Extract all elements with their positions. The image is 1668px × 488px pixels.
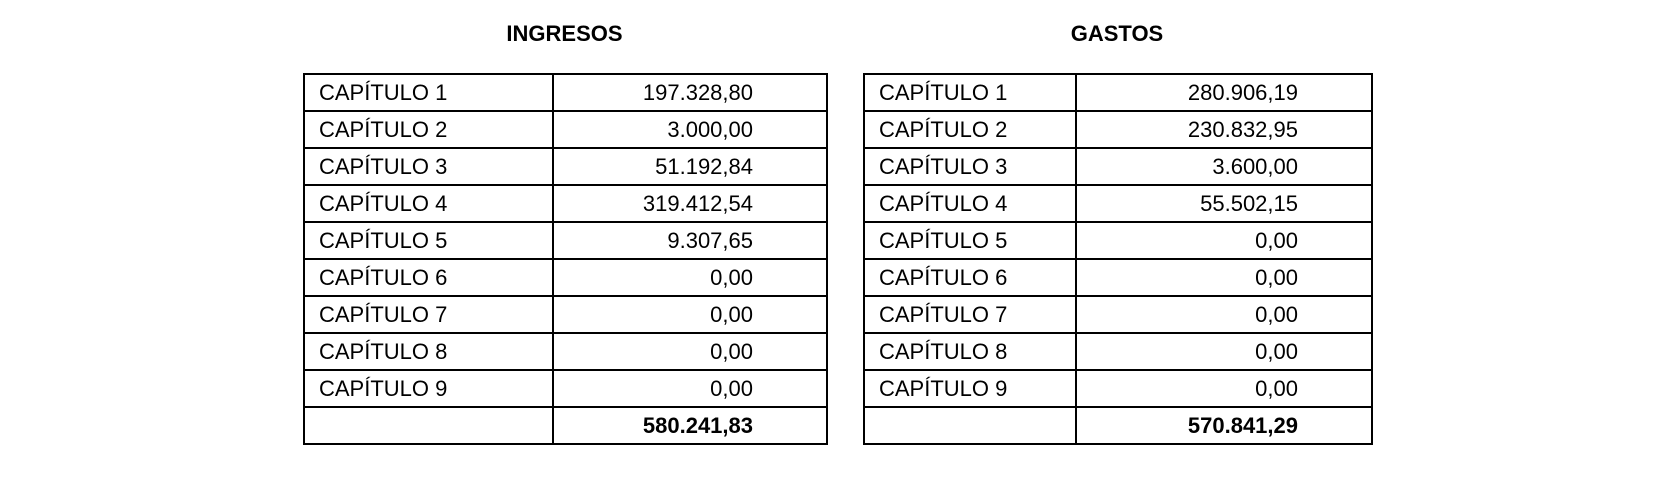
total-row <box>864 407 1372 444</box>
gastos-table <box>863 73 1373 445</box>
table-row <box>864 185 1372 222</box>
chapter-label: CAPÍTULO 4 <box>304 185 553 222</box>
chapter-label: CAPÍTULO 6 <box>304 259 553 296</box>
chapter-label: CAPÍTULO 6 <box>864 259 1076 296</box>
table-row <box>864 148 1372 185</box>
chapter-amount: 3.600,00 <box>1076 148 1372 185</box>
total-amount: 580.241,83 <box>553 407 827 444</box>
chapter-label: CAPÍTULO 5 <box>304 222 553 259</box>
chapter-label: CAPÍTULO 3 <box>304 148 553 185</box>
table-row <box>864 259 1372 296</box>
chapter-amount: 0,00 <box>553 296 827 333</box>
chapter-amount: 0,00 <box>1076 222 1372 259</box>
chapter-amount: 9.307,65 <box>553 222 827 259</box>
chapter-amount: 0,00 <box>1076 259 1372 296</box>
table-row <box>304 222 827 259</box>
ingresos-title: INGRESOS <box>506 21 623 46</box>
table-row <box>304 185 827 222</box>
chapter-amount: 319.412,54 <box>553 185 827 222</box>
chapter-label: CAPÍTULO 1 <box>864 74 1076 111</box>
gastos-title: GASTOS <box>1070 21 1164 46</box>
chapter-amount: 197.328,80 <box>553 74 827 111</box>
chapter-label: CAPÍTULO 8 <box>304 333 553 370</box>
chapter-label: CAPÍTULO 7 <box>864 296 1076 333</box>
table-row <box>864 74 1372 111</box>
table-row <box>304 148 827 185</box>
total-row <box>304 407 827 444</box>
chapter-label: CAPÍTULO 9 <box>304 370 553 407</box>
table-row <box>304 74 827 111</box>
chapter-amount: 3.000,00 <box>553 111 827 148</box>
table-row <box>304 333 827 370</box>
chapter-label: CAPÍTULO 9 <box>864 370 1076 407</box>
table-row <box>304 259 827 296</box>
chapter-amount: 0,00 <box>1076 333 1372 370</box>
chapter-label: CAPÍTULO 2 <box>864 111 1076 148</box>
table-row <box>864 296 1372 333</box>
chapter-amount: 280.906,19 <box>1076 74 1372 111</box>
table-row <box>304 111 827 148</box>
chapter-label: CAPÍTULO 8 <box>864 333 1076 370</box>
table-row <box>864 370 1372 407</box>
total-amount: 570.841,29 <box>1076 407 1372 444</box>
ingresos-table <box>303 73 828 445</box>
table-row <box>864 333 1372 370</box>
chapter-amount: 51.192,84 <box>553 148 827 185</box>
chapter-label: CAPÍTULO 1 <box>304 74 553 111</box>
chapter-amount: 0,00 <box>1076 370 1372 407</box>
chapter-label: CAPÍTULO 4 <box>864 185 1076 222</box>
chapter-amount: 0,00 <box>553 333 827 370</box>
chapter-amount: 0,00 <box>553 370 827 407</box>
chapter-label: CAPÍTULO 7 <box>304 296 553 333</box>
chapter-amount: 230.832,95 <box>1076 111 1372 148</box>
total-label-cell <box>864 407 1076 444</box>
table-row <box>864 222 1372 259</box>
chapter-label: CAPÍTULO 5 <box>864 222 1076 259</box>
table-row <box>304 296 827 333</box>
chapter-label: CAPÍTULO 3 <box>864 148 1076 185</box>
table-row <box>304 370 827 407</box>
chapter-amount: 55.502,15 <box>1076 185 1372 222</box>
chapter-amount: 0,00 <box>1076 296 1372 333</box>
chapter-amount: 0,00 <box>553 259 827 296</box>
chapter-label: CAPÍTULO 2 <box>304 111 553 148</box>
table-row <box>864 111 1372 148</box>
total-label-cell <box>304 407 553 444</box>
